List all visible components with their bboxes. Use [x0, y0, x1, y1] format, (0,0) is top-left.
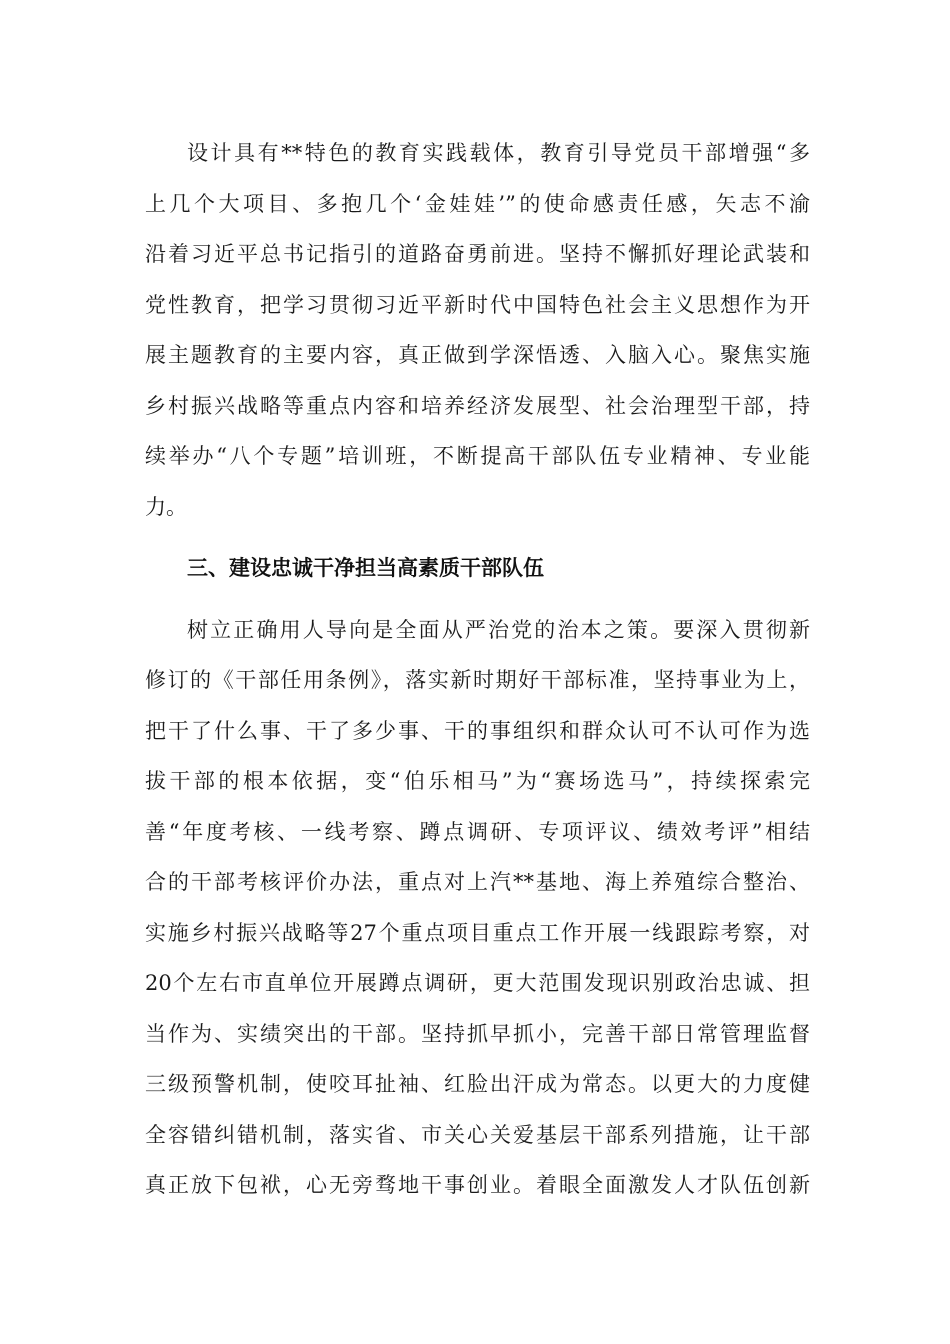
- text-line: 当作为、实绩突出的干部。坚持抓早抓小，完善干部日常管理监督: [145, 1021, 810, 1046]
- text-line: 沿着习近平总书记指引的道路奋勇前进。坚持不懈抓好理论武装和: [145, 242, 810, 266]
- paragraph-education: [145, 128, 810, 532]
- section-heading: 三、建设忠诚干净担当高素质干部队伍: [187, 556, 544, 580]
- text-line: 实施乡村振兴战略等27个重点项目重点工作开展一线跟踪考察，对: [145, 920, 810, 945]
- text-line: 设计具有**特色的教育实践载体，教育引导党员干部增强“多: [187, 141, 810, 165]
- text-line: 党性教育，把学习贯彻习近平新时代中国特色社会主义思想作为开: [145, 292, 810, 317]
- text-line: 力。: [145, 494, 187, 519]
- text-line: 把干了什么事、干了多少事、干的事组织和群众认可不认可作为选: [145, 718, 810, 743]
- text-line: 三级预警机制，使咬耳扯袖、红脸出汗成为常态。以更大的力度健: [145, 1072, 810, 1096]
- text-line: 善“年度考核、一线考察、蹲点调研、专项评议、绩效考评”相结: [145, 819, 810, 844]
- section-gap: [145, 532, 810, 543]
- text-line: 合的干部考核评价办法，重点对上汽**基地、海上养殖综合整治、: [145, 870, 810, 894]
- text-line: 修订的《干部任用条例》，落实新时期好干部标准，坚持事业为上，: [145, 668, 810, 692]
- text-line: 续举办“八个专题”培训班，不断提高干部队伍专业精神、专业能: [145, 444, 810, 468]
- document-body: [145, 128, 810, 1211]
- text-line: 拔干部的根本依据，变“伯乐相马”为“赛场选马”，持续探索完: [145, 769, 810, 793]
- section-gap: [145, 594, 810, 605]
- text-line: 树立正确用人导向是全面从严治党的治本之策。要深入贯彻新: [187, 617, 810, 642]
- text-line: 20个左右市直单位开展蹲点调研，更大范围发现识别政治忠诚、担: [145, 971, 810, 995]
- text-line: 上几个大项目、多抱几个‘金娃娃’”的使命感责任感，矢志不渝: [145, 191, 810, 216]
- text-line: 乡村振兴战略等重点内容和培养经济发展型、社会治理型干部，持: [145, 393, 810, 418]
- text-line: 全容错纠错机制，落实省、市关心关爱基层干部系列措施，让干部: [145, 1122, 810, 1147]
- text-line: 展主题教育的主要内容，真正做到学深悟透、入脑入心。聚焦实施: [145, 343, 810, 367]
- text-line: 真正放下包袱，心无旁骛地干事创业。着眼全面激发人才队伍创新: [145, 1173, 810, 1197]
- paragraph-cadre-team: [145, 605, 810, 1211]
